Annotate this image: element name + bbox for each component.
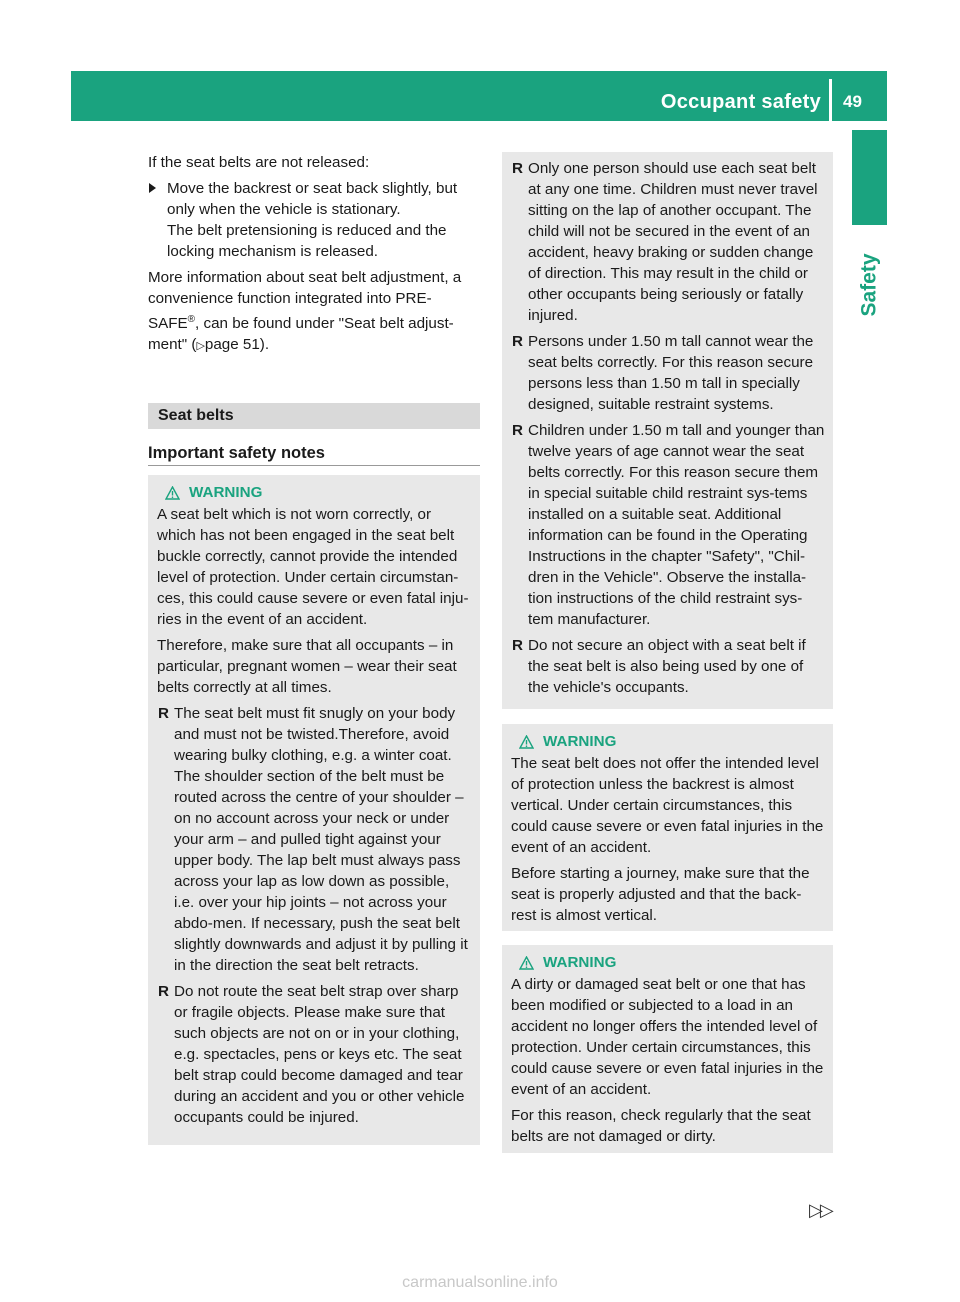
warning-title: WARNING <box>543 733 617 750</box>
page-reference-icon: ▷ <box>196 340 205 353</box>
warning-header <box>519 731 825 752</box>
page-number: 49 <box>843 92 862 111</box>
bullet-marker: R <box>512 333 523 350</box>
arrow-step-icon <box>149 183 156 193</box>
warning-bullet <box>511 420 825 630</box>
warning-triangle-icon <box>165 486 180 500</box>
bullet-text: Only one person should use each seat belt at any one time. Children must never travel sitting on the lap of another occupant. The child will not be secured in the event of an accident, heavy braking or sudden change of direction. This may result in the child or other occupants being seriously or fatally injured. <box>528 160 818 324</box>
warning-box-continued <box>502 152 833 709</box>
warning-bullet <box>511 158 825 326</box>
intro-text: If the seat belts are not released: <box>148 154 370 171</box>
page-header-bar <box>71 71 887 121</box>
side-tab <box>852 230 887 340</box>
warning-header <box>519 952 825 973</box>
warning-bullet <box>511 331 825 415</box>
warning-triangle-icon <box>519 735 534 749</box>
warning-box-seat-belt <box>148 475 480 1145</box>
watermark: carmanualsonline.info <box>402 1274 558 1291</box>
warning-bullet <box>157 703 472 976</box>
subheading: Important safety notes <box>148 441 480 466</box>
bullet-marker: R <box>158 983 169 1000</box>
warning-paragraph: Before starting a journey, make sure that the seat is properly adjusted and that the back-rest is almost vertical. <box>511 865 810 924</box>
warning-paragraph: Therefore, make sure that all occupants – in particular, pregnant women – wear their seat belts correctly at all times. <box>157 637 457 696</box>
bullet-marker: R <box>512 637 523 654</box>
bullet-marker: R <box>158 705 169 722</box>
bullet-text: Persons under 1.50 m tall cannot wear the seat belts correctly. For this reason secure persons less than 1.50 m tall in specially designed, suitable restraint systems. <box>528 333 814 413</box>
warning-paragraph: A dirty or damaged seat belt or one that has been modified or subjected to a load in an accident no longer offers the intended level of protection. Under certain circumstances, this could cause severe or even fatal injuries in the event of an accident. <box>511 976 824 1098</box>
step-result: The belt pretensioning is reduced and the locking mechanism is released. <box>167 222 447 260</box>
warning-paragraph: The seat belt does not offer the intended level of protection unless the backrest is almost vertical. Under certain circumstances, this could cause severe or even fatal injuries in the event of an accident. <box>511 755 824 856</box>
side-tab-marker <box>852 130 887 225</box>
bullet-text: Children under 1.50 m tall and younger than twelve years of age cannot wear the seat belts correctly. For this reason secure them in special suitable child restraint sys-tems installed on a suitable seat. Additional information can be found in the Operating Instructions in the chapter "Safety", "Chil-dren in the Vehicle". Observe the installa-tion instructions of the child restraint sys-tem manufacturer. <box>528 422 825 628</box>
section-title: Seat belts <box>148 403 480 429</box>
warning-bullet <box>511 635 825 698</box>
warning-paragraph: A seat belt which is not worn correctly, or which has not been engaged in the seat belt buckle correctly, cannot provide the intended level of protection. Under certain circumstan-ces, this could cause severe or even fatal inju-ries in the event of an accident. <box>157 506 469 628</box>
left-intro-block <box>148 152 482 362</box>
header-divider <box>829 79 832 121</box>
side-tab-label: Safety <box>857 253 881 317</box>
warning-box-damaged-belt <box>502 945 833 1153</box>
bullet-text: Do not route the seat belt strap over sharp or fragile objects. Please make sure that such objects are not on or in your clothing, e.g. spectacles, pens or keys etc. The seat belt strap could become damaged and tear during an accident and you or other vehicle occupants could be injured. <box>174 983 465 1126</box>
bullet-marker: R <box>512 160 523 177</box>
warning-header <box>165 482 472 503</box>
bullet-text: Do not secure an object with a seat belt if the seat belt is also being used by one of the vehicle's occupants. <box>528 637 806 696</box>
more-info-paragraph <box>148 267 482 357</box>
warning-bullet <box>157 981 472 1128</box>
registered-mark: ® <box>187 314 196 325</box>
bullet-marker: R <box>512 422 523 439</box>
more-info-text-a: More information about seat belt adjustment, a convenience function integrated into PRE-SAFE <box>148 269 462 333</box>
warning-title: WARNING <box>543 954 617 971</box>
more-info-text-c[interactable]: page 51). <box>204 336 270 354</box>
warning-title: WARNING <box>189 484 263 501</box>
warning-box-backrest <box>502 724 833 931</box>
warning-triangle-icon <box>519 956 534 970</box>
continue-marker-icon: ▷▷ <box>809 1200 831 1220</box>
step-text: Move the backrest or seat back slightly, but only when the vehicle is stationary. <box>167 180 458 218</box>
page-header-title: Occupant safety <box>660 91 821 113</box>
instruction-step <box>148 178 482 262</box>
warning-paragraph: For this reason, check regularly that the seat belts are not damaged or dirty. <box>511 1107 811 1145</box>
more-info-text-b: , can be found under "Seat belt adjust-ment" ( <box>148 315 454 354</box>
bullet-text: The seat belt must fit snugly on your body and must not be twisted.Therefore, avoid wearing bulky clothing, e.g. a winter coat. The shoulder section of the belt must be routed across the centre of your shoulder – on no account across your neck or under your arm – and pulled tight against your upper body. The lap belt must always pass across your lap as low down as possible, i.e. over your hip joints – not across your abdo-men. If necessary, push the seat belt slightly downwards and adjust it by pulling it in the direction the seat belt retracts. <box>174 705 468 974</box>
